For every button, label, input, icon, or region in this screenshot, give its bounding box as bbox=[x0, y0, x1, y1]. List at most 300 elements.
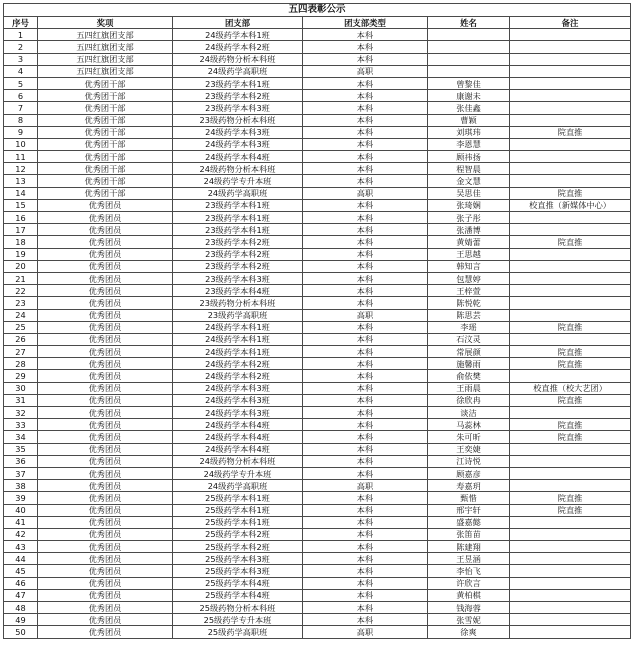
table-row bbox=[4, 370, 631, 382]
cell-remark bbox=[510, 224, 631, 236]
cell-branch: 24级药学本科3班 bbox=[173, 382, 303, 394]
cell-index: 15 bbox=[4, 199, 38, 211]
cell-branch-type: 本科 bbox=[303, 443, 428, 455]
cell-branch: 23级药学本科4班 bbox=[173, 285, 303, 297]
cell-name: 李恩慧 bbox=[428, 138, 510, 150]
cell-name: 顾祎扬 bbox=[428, 151, 510, 163]
cell-branch: 23级药学本科1班 bbox=[173, 212, 303, 224]
cell-name: 盛嘉懿 bbox=[428, 516, 510, 528]
cell-remark: 院直推 bbox=[510, 346, 631, 358]
cell-index: 32 bbox=[4, 407, 38, 419]
cell-name: 张笛苗 bbox=[428, 528, 510, 540]
cell-branch: 25级药学本科4班 bbox=[173, 577, 303, 589]
cell-branch-type: 本科 bbox=[303, 224, 428, 236]
cell-name: 徐爽 bbox=[428, 626, 510, 638]
cell-branch-type: 本科 bbox=[303, 492, 428, 504]
cell-name: 程智晨 bbox=[428, 163, 510, 175]
cell-branch: 23级药学本科3班 bbox=[173, 272, 303, 284]
cell-award: 优秀团员 bbox=[38, 394, 173, 406]
cell-branch-type: 本科 bbox=[303, 114, 428, 126]
table-row bbox=[4, 382, 631, 394]
cell-remark: 校直推（新媒体中心） bbox=[510, 199, 631, 211]
cell-name: 陈悦乾 bbox=[428, 297, 510, 309]
cell-branch: 24级药学高职班 bbox=[173, 480, 303, 492]
cell-remark bbox=[510, 480, 631, 492]
cell-branch: 23级药物分析本科班 bbox=[173, 114, 303, 126]
cell-name: 马蕊林 bbox=[428, 419, 510, 431]
cell-name: 寿嘉玥 bbox=[428, 480, 510, 492]
cell-award: 优秀团员 bbox=[38, 589, 173, 601]
cell-award: 优秀团员 bbox=[38, 516, 173, 528]
cell-branch: 25级药学本科2班 bbox=[173, 528, 303, 540]
table-row bbox=[4, 553, 631, 565]
table-row bbox=[4, 358, 631, 370]
cell-remark bbox=[510, 333, 631, 345]
cell-award: 优秀团干部 bbox=[38, 151, 173, 163]
cell-index: 19 bbox=[4, 248, 38, 260]
cell-index: 13 bbox=[4, 175, 38, 187]
cell-name: 曾黎佳 bbox=[428, 77, 510, 89]
cell-name: 甄惜 bbox=[428, 492, 510, 504]
cell-name: 钱海蓉 bbox=[428, 602, 510, 614]
cell-name: 陈思芸 bbox=[428, 309, 510, 321]
table-row bbox=[4, 90, 631, 102]
cell-branch: 24级药学本科1班 bbox=[173, 333, 303, 345]
cell-award: 优秀团干部 bbox=[38, 138, 173, 150]
cell-name: 俞依樊 bbox=[428, 370, 510, 382]
cell-name: 王雨晨 bbox=[428, 382, 510, 394]
cell-index: 4 bbox=[4, 65, 38, 77]
cell-index: 9 bbox=[4, 126, 38, 138]
cell-remark bbox=[510, 77, 631, 89]
cell-award: 优秀团干部 bbox=[38, 187, 173, 199]
table-row bbox=[4, 272, 631, 284]
table-row bbox=[4, 333, 631, 345]
cell-branch-type: 本科 bbox=[303, 236, 428, 248]
cell-award: 优秀团员 bbox=[38, 528, 173, 540]
cell-branch: 24级药学本科4班 bbox=[173, 151, 303, 163]
cell-branch: 24级药学专升本班 bbox=[173, 467, 303, 479]
cell-award: 优秀团员 bbox=[38, 212, 173, 224]
cell-index: 40 bbox=[4, 504, 38, 516]
cell-award: 优秀团干部 bbox=[38, 175, 173, 187]
cell-branch: 24级药学高职班 bbox=[173, 187, 303, 199]
cell-award: 优秀团员 bbox=[38, 480, 173, 492]
cell-remark bbox=[510, 163, 631, 175]
cell-award: 优秀团员 bbox=[38, 455, 173, 467]
cell-index: 1 bbox=[4, 29, 38, 41]
cell-branch: 23级药学本科2班 bbox=[173, 260, 303, 272]
cell-index: 7 bbox=[4, 102, 38, 114]
cell-award: 优秀团员 bbox=[38, 602, 173, 614]
cell-remark bbox=[510, 260, 631, 272]
table-row bbox=[4, 248, 631, 260]
cell-remark bbox=[510, 272, 631, 284]
cell-name: 李瑶 bbox=[428, 321, 510, 333]
cell-branch: 24级药学本科4班 bbox=[173, 419, 303, 431]
cell-award: 优秀团员 bbox=[38, 321, 173, 333]
table-row bbox=[4, 126, 631, 138]
cell-branch-type: 本科 bbox=[303, 175, 428, 187]
cell-branch: 24级药学本科1班 bbox=[173, 29, 303, 41]
cell-remark bbox=[510, 212, 631, 224]
cell-branch-type: 高职 bbox=[303, 309, 428, 321]
cell-award: 优秀团员 bbox=[38, 443, 173, 455]
cell-remark bbox=[510, 138, 631, 150]
cell-branch: 25级药学本科1班 bbox=[173, 492, 303, 504]
cell-index: 14 bbox=[4, 187, 38, 199]
cell-branch-type: 本科 bbox=[303, 382, 428, 394]
cell-remark bbox=[510, 553, 631, 565]
cell-remark: 院直推 bbox=[510, 187, 631, 199]
cell-award: 优秀团员 bbox=[38, 297, 173, 309]
cell-index: 41 bbox=[4, 516, 38, 528]
table-row bbox=[4, 492, 631, 504]
cell-index: 31 bbox=[4, 394, 38, 406]
cell-award: 优秀团干部 bbox=[38, 126, 173, 138]
cell-branch-type: 高职 bbox=[303, 480, 428, 492]
cell-remark: 院直推 bbox=[510, 236, 631, 248]
cell-name: 曹颖 bbox=[428, 114, 510, 126]
cell-index: 21 bbox=[4, 272, 38, 284]
cell-branch: 24级药学本科2班 bbox=[173, 41, 303, 53]
cell-branch-type: 本科 bbox=[303, 138, 428, 150]
table-row bbox=[4, 260, 631, 272]
cell-remark bbox=[510, 516, 631, 528]
cell-index: 8 bbox=[4, 114, 38, 126]
cell-award: 优秀团员 bbox=[38, 382, 173, 394]
cell-branch: 25级药学本科3班 bbox=[173, 553, 303, 565]
cell-name: 施馨雨 bbox=[428, 358, 510, 370]
cell-index: 22 bbox=[4, 285, 38, 297]
table-row bbox=[4, 407, 631, 419]
table-row bbox=[4, 41, 631, 53]
cell-remark bbox=[510, 577, 631, 589]
table-row bbox=[4, 65, 631, 77]
cell-branch: 25级药学本科1班 bbox=[173, 504, 303, 516]
table-row bbox=[4, 187, 631, 199]
cell-award: 优秀团员 bbox=[38, 285, 173, 297]
cell-branch-type: 本科 bbox=[303, 248, 428, 260]
cell-branch: 25级药学本科2班 bbox=[173, 541, 303, 553]
table-row bbox=[4, 285, 631, 297]
spreadsheet bbox=[3, 3, 630, 639]
cell-index: 20 bbox=[4, 260, 38, 272]
cell-name: 张子彤 bbox=[428, 212, 510, 224]
cell-branch-type: 本科 bbox=[303, 102, 428, 114]
cell-name: 邢宇轩 bbox=[428, 504, 510, 516]
cell-branch-type: 本科 bbox=[303, 528, 428, 540]
table-row bbox=[4, 504, 631, 516]
cell-award: 优秀团员 bbox=[38, 614, 173, 626]
cell-index: 44 bbox=[4, 553, 38, 565]
table-row bbox=[4, 102, 631, 114]
cell-branch: 23级药学本科1班 bbox=[173, 224, 303, 236]
table-row bbox=[4, 614, 631, 626]
cell-index: 2 bbox=[4, 41, 38, 53]
cell-branch: 24级药物分析本科班 bbox=[173, 163, 303, 175]
cell-remark bbox=[510, 602, 631, 614]
cell-name: 康谢未 bbox=[428, 90, 510, 102]
cell-branch-type: 本科 bbox=[303, 346, 428, 358]
cell-remark bbox=[510, 175, 631, 187]
cell-name: 张佳鑫 bbox=[428, 102, 510, 114]
cell-remark bbox=[510, 65, 631, 77]
cell-name: 王奕婕 bbox=[428, 443, 510, 455]
cell-branch-type: 本科 bbox=[303, 394, 428, 406]
cell-branch-type: 高职 bbox=[303, 65, 428, 77]
column-header-index: 序号 bbox=[4, 17, 38, 29]
cell-branch: 25级药物分析本科班 bbox=[173, 602, 303, 614]
cell-branch: 24级药学本科3班 bbox=[173, 126, 303, 138]
cell-remark bbox=[510, 467, 631, 479]
cell-index: 17 bbox=[4, 224, 38, 236]
cell-award: 优秀团员 bbox=[38, 419, 173, 431]
cell-branch-type: 本科 bbox=[303, 419, 428, 431]
cell-index: 34 bbox=[4, 431, 38, 443]
cell-branch-type: 本科 bbox=[303, 565, 428, 577]
cell-remark bbox=[510, 114, 631, 126]
cell-branch-type: 本科 bbox=[303, 602, 428, 614]
cell-remark bbox=[510, 297, 631, 309]
cell-name: 张潘博 bbox=[428, 224, 510, 236]
table-row bbox=[4, 528, 631, 540]
cell-branch-type: 本科 bbox=[303, 29, 428, 41]
column-header-name: 姓名 bbox=[428, 17, 510, 29]
cell-award: 优秀团员 bbox=[38, 467, 173, 479]
cell-remark bbox=[510, 151, 631, 163]
table-row bbox=[4, 541, 631, 553]
cell-remark: 院直推 bbox=[510, 358, 631, 370]
cell-index: 39 bbox=[4, 492, 38, 504]
cell-award: 优秀团员 bbox=[38, 577, 173, 589]
cell-branch: 23级药学本科1班 bbox=[173, 199, 303, 211]
cell-award: 五四红旗团支部 bbox=[38, 53, 173, 65]
cell-branch: 24级药学本科4班 bbox=[173, 431, 303, 443]
table-row bbox=[4, 163, 631, 175]
cell-award: 优秀团员 bbox=[38, 309, 173, 321]
table-row bbox=[4, 212, 631, 224]
cell-index: 48 bbox=[4, 602, 38, 614]
cell-name: 常展颜 bbox=[428, 346, 510, 358]
cell-branch-type: 本科 bbox=[303, 321, 428, 333]
cell-index: 35 bbox=[4, 443, 38, 455]
cell-branch: 24级药学本科2班 bbox=[173, 358, 303, 370]
cell-branch-type: 本科 bbox=[303, 407, 428, 419]
cell-name: 黄柏棋 bbox=[428, 589, 510, 601]
cell-index: 49 bbox=[4, 614, 38, 626]
cell-index: 46 bbox=[4, 577, 38, 589]
table-row bbox=[4, 224, 631, 236]
table-row bbox=[4, 321, 631, 333]
table-row bbox=[4, 199, 631, 211]
table-row bbox=[4, 577, 631, 589]
cell-index: 18 bbox=[4, 236, 38, 248]
cell-remark: 院直推 bbox=[510, 126, 631, 138]
cell-remark: 院直推 bbox=[510, 394, 631, 406]
table-row bbox=[4, 419, 631, 431]
cell-branch-type: 本科 bbox=[303, 541, 428, 553]
column-header-remark: 备注 bbox=[510, 17, 631, 29]
cell-branch: 23级药学本科2班 bbox=[173, 236, 303, 248]
sheet-title: 五四表彰公示 bbox=[4, 4, 631, 17]
cell-branch: 24级药学本科1班 bbox=[173, 321, 303, 333]
cell-remark: 院直推 bbox=[510, 321, 631, 333]
cell-award: 优秀团员 bbox=[38, 260, 173, 272]
cell-branch-type: 本科 bbox=[303, 370, 428, 382]
cell-branch: 24级药学本科3班 bbox=[173, 138, 303, 150]
cell-remark bbox=[510, 29, 631, 41]
table-row bbox=[4, 443, 631, 455]
cell-remark bbox=[510, 528, 631, 540]
table-row bbox=[4, 602, 631, 614]
cell-remark bbox=[510, 248, 631, 260]
cell-award: 优秀团员 bbox=[38, 431, 173, 443]
table-row bbox=[4, 589, 631, 601]
cell-branch-type: 本科 bbox=[303, 504, 428, 516]
cell-award: 优秀团干部 bbox=[38, 90, 173, 102]
cell-name: 陈建翔 bbox=[428, 541, 510, 553]
cell-remark bbox=[510, 370, 631, 382]
cell-name bbox=[428, 29, 510, 41]
cell-award: 优秀团员 bbox=[38, 333, 173, 345]
table-row bbox=[4, 346, 631, 358]
cell-award: 五四红旗团支部 bbox=[38, 65, 173, 77]
cell-branch: 24级药物分析本科班 bbox=[173, 53, 303, 65]
cell-branch: 23级药学高职班 bbox=[173, 309, 303, 321]
cell-remark bbox=[510, 589, 631, 601]
cell-branch-type: 本科 bbox=[303, 126, 428, 138]
cell-branch-type: 本科 bbox=[303, 333, 428, 345]
table-row bbox=[4, 626, 631, 638]
cell-award: 优秀团员 bbox=[38, 541, 173, 553]
cell-index: 43 bbox=[4, 541, 38, 553]
table-row bbox=[4, 151, 631, 163]
cell-name: 黄婧蕾 bbox=[428, 236, 510, 248]
cell-name: 顾嘉彦 bbox=[428, 467, 510, 479]
cell-award: 优秀团干部 bbox=[38, 77, 173, 89]
cell-remark bbox=[510, 102, 631, 114]
column-header-branch-type: 团支部类型 bbox=[303, 17, 428, 29]
cell-name: 包慧婷 bbox=[428, 272, 510, 284]
cell-branch-type: 本科 bbox=[303, 41, 428, 53]
cell-index: 42 bbox=[4, 528, 38, 540]
cell-index: 23 bbox=[4, 297, 38, 309]
cell-index: 47 bbox=[4, 589, 38, 601]
cell-remark bbox=[510, 455, 631, 467]
cell-branch-type: 本科 bbox=[303, 577, 428, 589]
cell-name: 张琦娴 bbox=[428, 199, 510, 211]
cell-award: 优秀团员 bbox=[38, 199, 173, 211]
table-row bbox=[4, 77, 631, 89]
cell-remark bbox=[510, 41, 631, 53]
column-header-award: 奖项 bbox=[38, 17, 173, 29]
cell-index: 50 bbox=[4, 626, 38, 638]
cell-branch: 25级药学高职班 bbox=[173, 626, 303, 638]
cell-branch-type: 高职 bbox=[303, 187, 428, 199]
cell-remark bbox=[510, 541, 631, 553]
cell-name: 许欣言 bbox=[428, 577, 510, 589]
cell-name: 韩知言 bbox=[428, 260, 510, 272]
cell-remark: 院直推 bbox=[510, 492, 631, 504]
cell-index: 37 bbox=[4, 467, 38, 479]
cell-award: 优秀团员 bbox=[38, 346, 173, 358]
cell-branch-type: 高职 bbox=[303, 626, 428, 638]
cell-branch-type: 本科 bbox=[303, 77, 428, 89]
cell-remark bbox=[510, 309, 631, 321]
table-row bbox=[4, 431, 631, 443]
cell-branch-type: 本科 bbox=[303, 260, 428, 272]
cell-branch: 24级药学本科3班 bbox=[173, 394, 303, 406]
cell-name: 徐欣冉 bbox=[428, 394, 510, 406]
cell-index: 11 bbox=[4, 151, 38, 163]
cell-branch-type: 本科 bbox=[303, 358, 428, 370]
cell-name: 王梓萱 bbox=[428, 285, 510, 297]
cell-branch: 24级药学本科4班 bbox=[173, 443, 303, 455]
cell-name: 张雪妮 bbox=[428, 614, 510, 626]
cell-index: 29 bbox=[4, 370, 38, 382]
cell-branch: 23级药物分析本科班 bbox=[173, 297, 303, 309]
cell-branch-type: 本科 bbox=[303, 151, 428, 163]
cell-branch-type: 本科 bbox=[303, 516, 428, 528]
cell-branch: 24级药学高职班 bbox=[173, 65, 303, 77]
cell-remark bbox=[510, 90, 631, 102]
table-row bbox=[4, 480, 631, 492]
cell-index: 27 bbox=[4, 346, 38, 358]
table-row bbox=[4, 138, 631, 150]
cell-remark bbox=[510, 285, 631, 297]
table-row bbox=[4, 516, 631, 528]
cell-index: 33 bbox=[4, 419, 38, 431]
cell-remark bbox=[510, 626, 631, 638]
cell-index: 26 bbox=[4, 333, 38, 345]
cell-index: 3 bbox=[4, 53, 38, 65]
cell-branch-type: 本科 bbox=[303, 553, 428, 565]
cell-branch: 23级药学本科2班 bbox=[173, 248, 303, 260]
cell-award: 优秀团干部 bbox=[38, 102, 173, 114]
cell-name: 吴思佳 bbox=[428, 187, 510, 199]
cell-name: 金文慧 bbox=[428, 175, 510, 187]
cell-award: 优秀团干部 bbox=[38, 114, 173, 126]
cell-remark: 院直推 bbox=[510, 431, 631, 443]
table-row bbox=[4, 175, 631, 187]
cell-name: 李怡飞 bbox=[428, 565, 510, 577]
cell-branch: 25级药学本科1班 bbox=[173, 516, 303, 528]
cell-branch-type: 本科 bbox=[303, 297, 428, 309]
cell-index: 5 bbox=[4, 77, 38, 89]
cell-index: 38 bbox=[4, 480, 38, 492]
cell-name: 刘琪玮 bbox=[428, 126, 510, 138]
cell-remark bbox=[510, 407, 631, 419]
table-row bbox=[4, 309, 631, 321]
cell-name bbox=[428, 41, 510, 53]
cell-index: 36 bbox=[4, 455, 38, 467]
cell-remark: 校直推（校大艺团） bbox=[510, 382, 631, 394]
cell-name bbox=[428, 65, 510, 77]
cell-branch: 25级药学专升本班 bbox=[173, 614, 303, 626]
cell-branch: 25级药学本科4班 bbox=[173, 589, 303, 601]
table-row bbox=[4, 29, 631, 41]
cell-branch-type: 本科 bbox=[303, 614, 428, 626]
cell-remark bbox=[510, 53, 631, 65]
cell-branch: 24级药学本科1班 bbox=[173, 346, 303, 358]
cell-branch-type: 本科 bbox=[303, 285, 428, 297]
cell-branch-type: 本科 bbox=[303, 455, 428, 467]
table-row bbox=[4, 467, 631, 479]
cell-name: 石汶灵 bbox=[428, 333, 510, 345]
cell-index: 6 bbox=[4, 90, 38, 102]
cell-index: 16 bbox=[4, 212, 38, 224]
